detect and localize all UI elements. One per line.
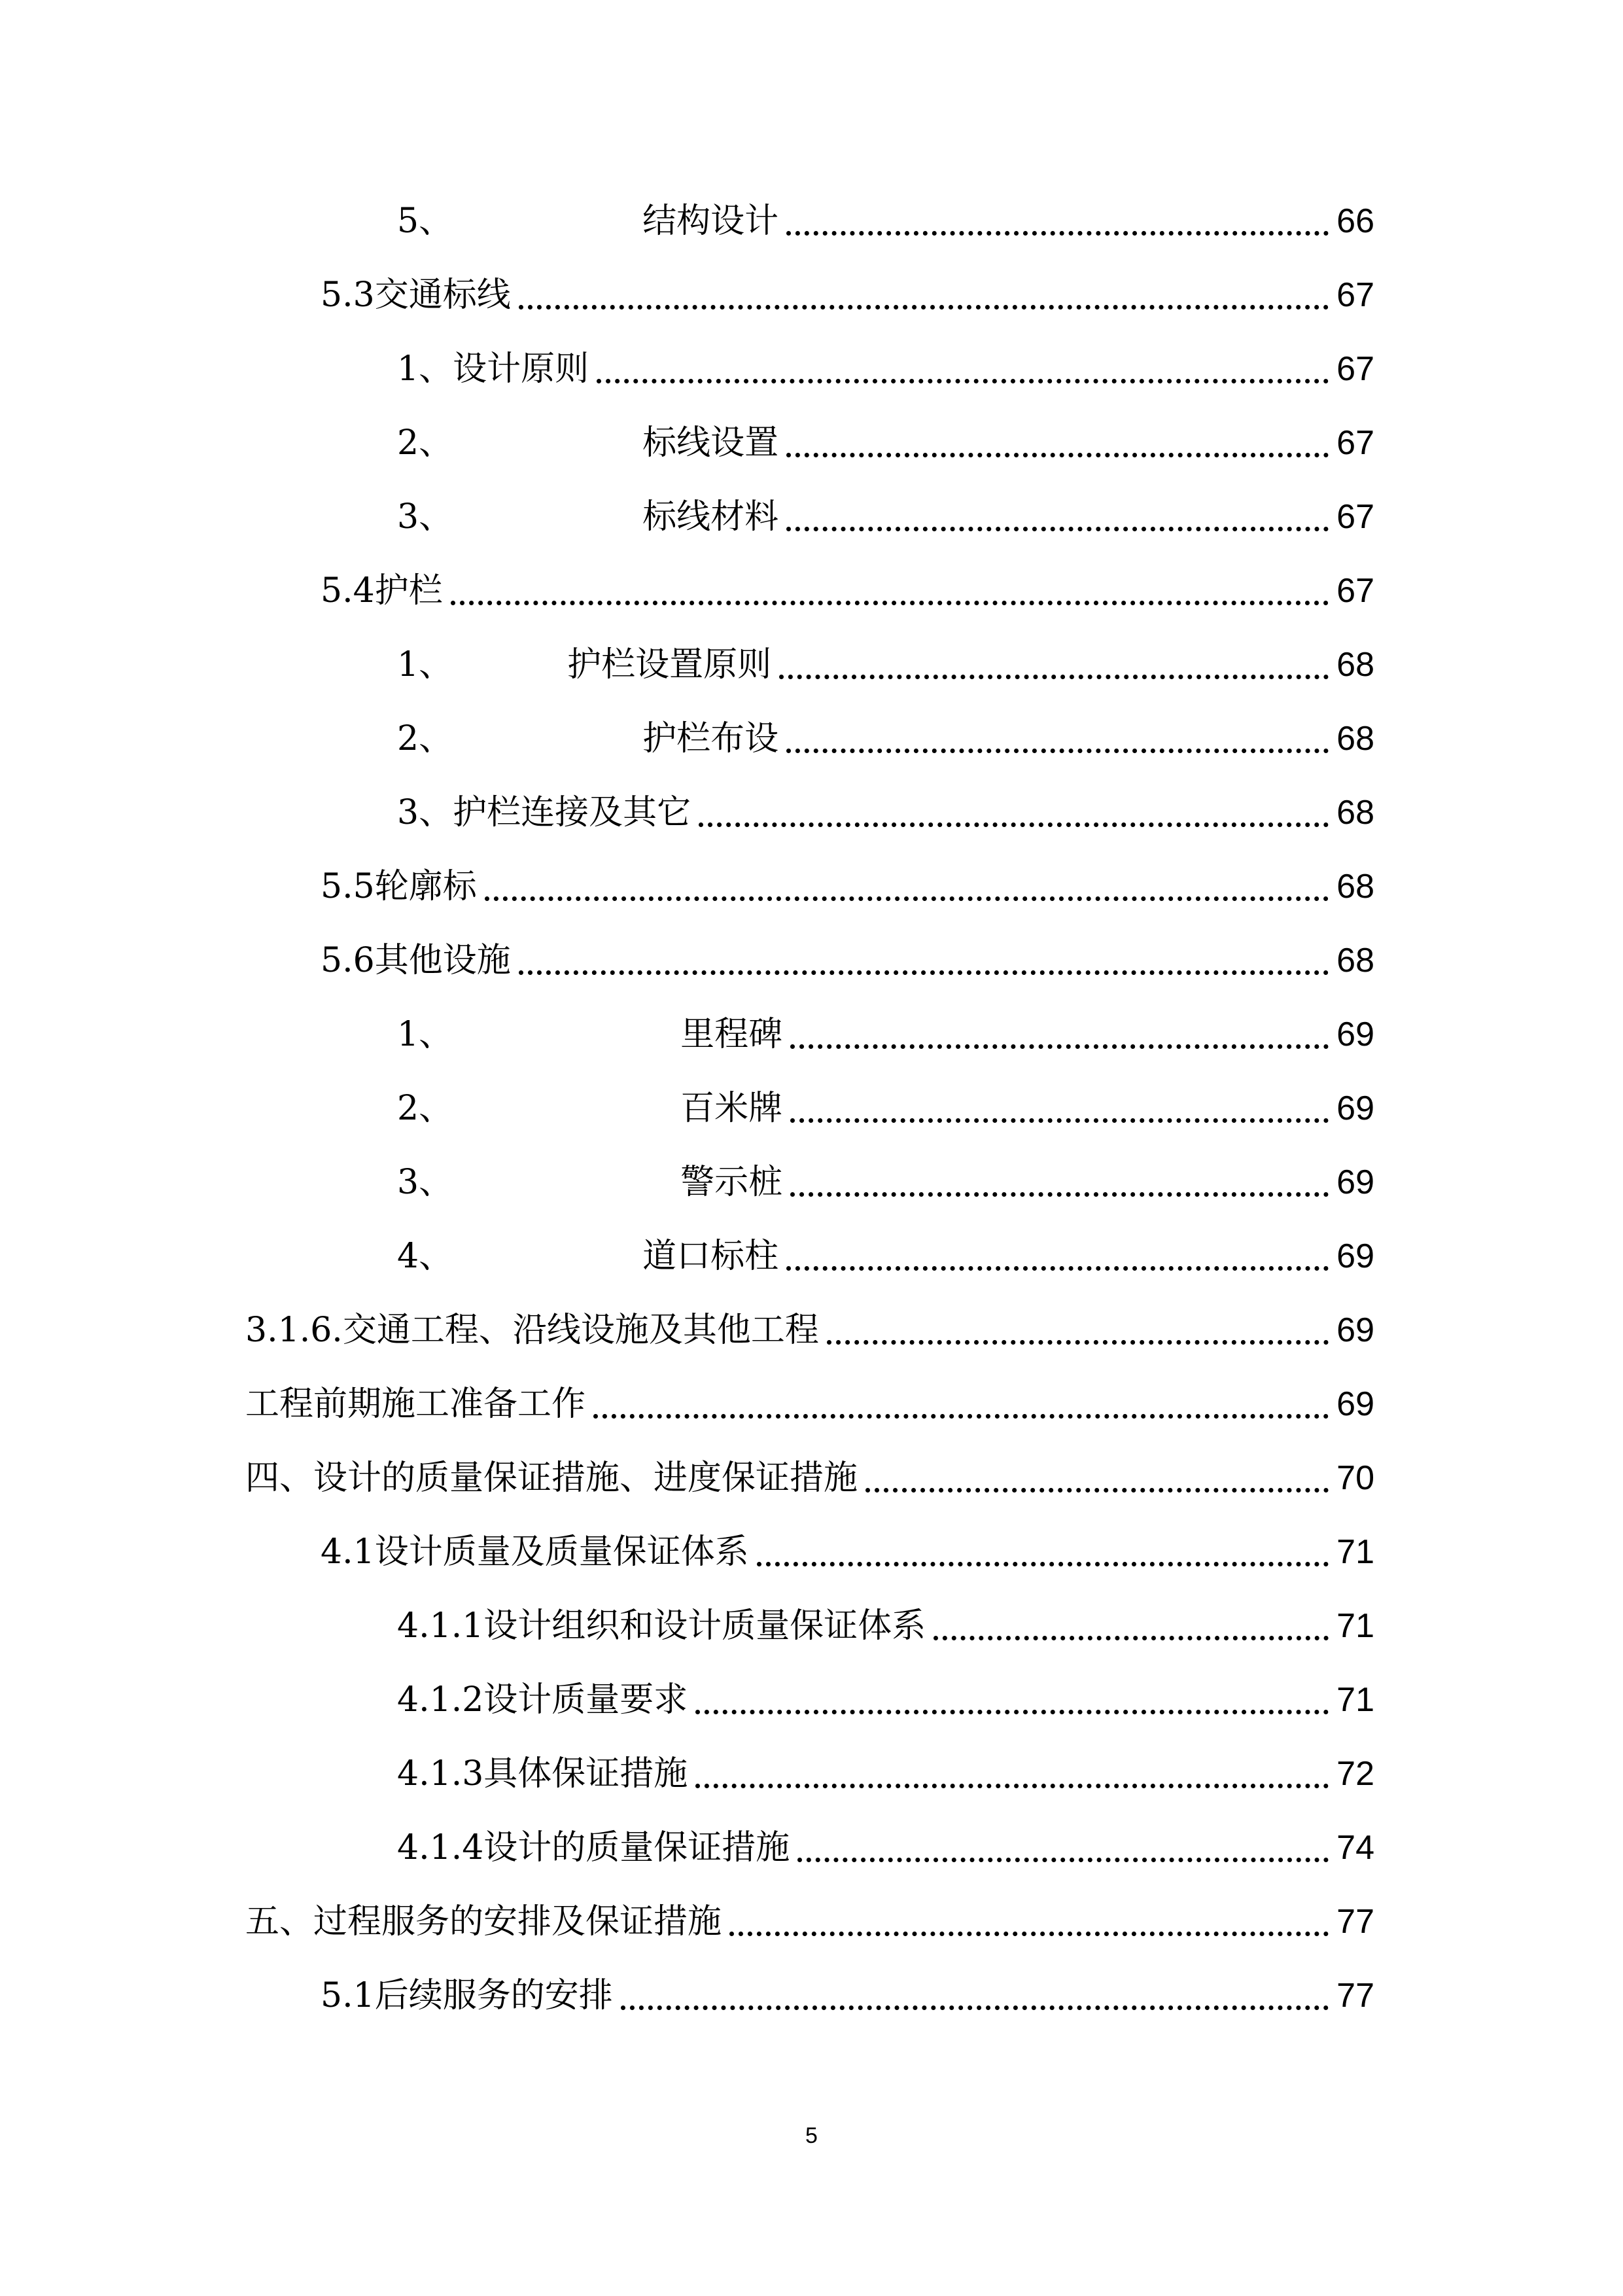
toc-entry-page: 74 [1336,1829,1374,1867]
toc-leader-dots [593,1414,1329,1419]
toc-entry-page: 69 [1336,1237,1374,1275]
toc-entry-page: 71 [1336,1681,1374,1719]
toc-leader-dots [699,822,1329,827]
toc-leader-dots [827,1340,1329,1345]
toc-entry[interactable] [397,1822,1374,1874]
toc-entry-page: 67 [1336,424,1374,462]
toc-entry[interactable] [245,1304,1374,1356]
toc-leader-dots [519,305,1329,309]
toc-entry-number: 2、 [397,1089,453,1128]
toc-entry-page: 69 [1336,1311,1374,1349]
toc-entry-page: 77 [1336,1903,1374,1941]
toc-leader-dots [786,453,1329,457]
toc-leader-dots [757,1562,1329,1566]
toc-leader-dots [786,1266,1329,1271]
toc-leader-dots [695,1710,1329,1714]
toc-entry-title: 4.1设计质量及质量保证体系 [321,1532,749,1572]
toc-leader-dots [865,1488,1329,1492]
toc-entry-number: 5、 [397,202,453,241]
toc-entry-page: 67 [1336,572,1374,610]
toc-entry-page: 68 [1336,720,1374,758]
toc-entry[interactable] [397,786,1374,839]
toc-entry-title: 5.3交通标线 [321,275,511,315]
toc-leader-dots [797,1858,1329,1862]
toc-leader-dots [786,749,1329,753]
toc-entry-title: 3.1.6.交通工程、沿线设施及其他工程 [245,1311,819,1350]
toc-entry[interactable] [397,1230,1374,1282]
toc-entry[interactable] [397,639,1374,691]
toc-entry[interactable] [397,1600,1374,1652]
toc-entry-title: 4.1.3具体保证措施 [397,1754,688,1793]
toc-entry-title: 标线材料 [642,497,779,537]
toc-entry-number: 4、 [397,1237,453,1276]
toc-entry-page: 67 [1336,276,1374,314]
toc-entry-number: 3、 [397,497,453,537]
toc-leader-dots [451,601,1329,605]
page-number: 5 [805,2123,818,2148]
toc-entry[interactable] [397,1156,1374,1209]
toc-entry-page: 68 [1336,868,1374,906]
toc-entry[interactable] [321,1969,1374,2022]
toc-leader-dots [790,1192,1329,1197]
toc-entry[interactable] [321,934,1374,987]
toc-entry-title: 1、设计原则 [397,349,589,389]
toc-entry[interactable] [321,269,1374,321]
toc-entry[interactable] [321,565,1374,617]
toc-entry-title: 道口标柱 [642,1237,779,1276]
toc-entry-title: 护栏布设 [642,719,779,758]
toc-entry[interactable] [397,1008,1374,1061]
toc-entry-title: 4.1.1设计组织和设计质量保证体系 [397,1606,926,1646]
toc-entry-title: 5.5轮廓标 [321,867,477,906]
toc-entry[interactable] [245,1896,1374,1948]
toc-entry[interactable] [245,1452,1374,1504]
toc-entry-page: 70 [1336,1459,1374,1497]
toc-entry[interactable] [397,417,1374,469]
toc-entry-page: 66 [1336,202,1374,240]
toc-entry-title: 标线设置 [642,423,779,463]
toc-entry-title: 护栏设置原则 [567,645,772,684]
toc-entry[interactable] [397,1674,1374,1726]
toc-leader-dots [786,527,1329,531]
toc-entry-page: 67 [1336,350,1374,388]
toc-entry-page: 68 [1336,794,1374,832]
toc-leader-dots [790,1118,1329,1123]
toc-entry-page: 68 [1336,646,1374,684]
toc-entry-title: 里程碑 [680,1015,783,1054]
toc-leader-dots [695,1784,1329,1788]
toc-entry[interactable] [397,1082,1374,1135]
toc-entry[interactable] [397,491,1374,543]
toc-entry[interactable] [321,1526,1374,1578]
toc-leader-dots [519,970,1329,975]
toc-leader-dots [597,379,1329,383]
toc-entry-page: 69 [1336,1016,1374,1053]
toc-entry-number: 1、 [397,1015,453,1054]
toc-leader-dots [621,2005,1329,2010]
toc-entry[interactable] [397,1748,1374,1800]
toc-entry-title: 四、设计的质量保证措施、进度保证措施 [245,1458,858,1498]
toc-entry[interactable] [321,860,1374,913]
toc-entry-title: 5.1后续服务的安排 [321,1976,613,2015]
toc-entry-page: 77 [1336,1977,1374,2015]
toc-leader-dots [790,1044,1329,1049]
toc-entry-page: 72 [1336,1755,1374,1793]
toc-entry-title: 结构设计 [642,202,779,241]
toc-entry-page: 69 [1336,1385,1374,1423]
toc-entry-title: 5.6其他设施 [321,941,511,980]
toc-entry-title: 五、过程服务的安排及保证措施 [245,1902,722,1941]
toc-entry[interactable] [397,343,1374,395]
toc-entry-page: 71 [1336,1607,1374,1645]
toc-leader-dots [934,1636,1329,1640]
toc-entry-number: 1、 [397,645,453,684]
toc-entry[interactable] [397,713,1374,765]
toc-entry-title: 3、护栏连接及其它 [397,793,691,832]
toc-entry-title: 工程前期施工准备工作 [245,1385,586,1424]
toc-entry-number: 2、 [397,719,453,758]
toc-leader-dots [779,675,1329,679]
toc-entry-title: 5.4护栏 [321,571,443,610]
toc-entry-page: 68 [1336,942,1374,980]
toc-entry-page: 69 [1336,1089,1374,1127]
toc-entry-title: 4.1.4设计的质量保证措施 [397,1828,790,1867]
toc-entry[interactable] [397,195,1374,247]
toc-entry-title: 百米牌 [680,1089,783,1128]
toc-entry[interactable] [245,1378,1374,1430]
toc-entry-title: 4.1.2设计质量要求 [397,1680,688,1720]
toc-entry-page: 71 [1336,1533,1374,1571]
toc-entry-title: 警示桩 [680,1163,783,1202]
toc-leader-dots [485,896,1329,901]
toc-entry-number: 3、 [397,1163,453,1202]
toc-entry-page: 69 [1336,1163,1374,1201]
toc-leader-dots [786,231,1329,236]
toc-entry-page: 67 [1336,498,1374,536]
toc-leader-dots [729,1932,1329,1936]
toc-entry-number: 2、 [397,423,453,463]
